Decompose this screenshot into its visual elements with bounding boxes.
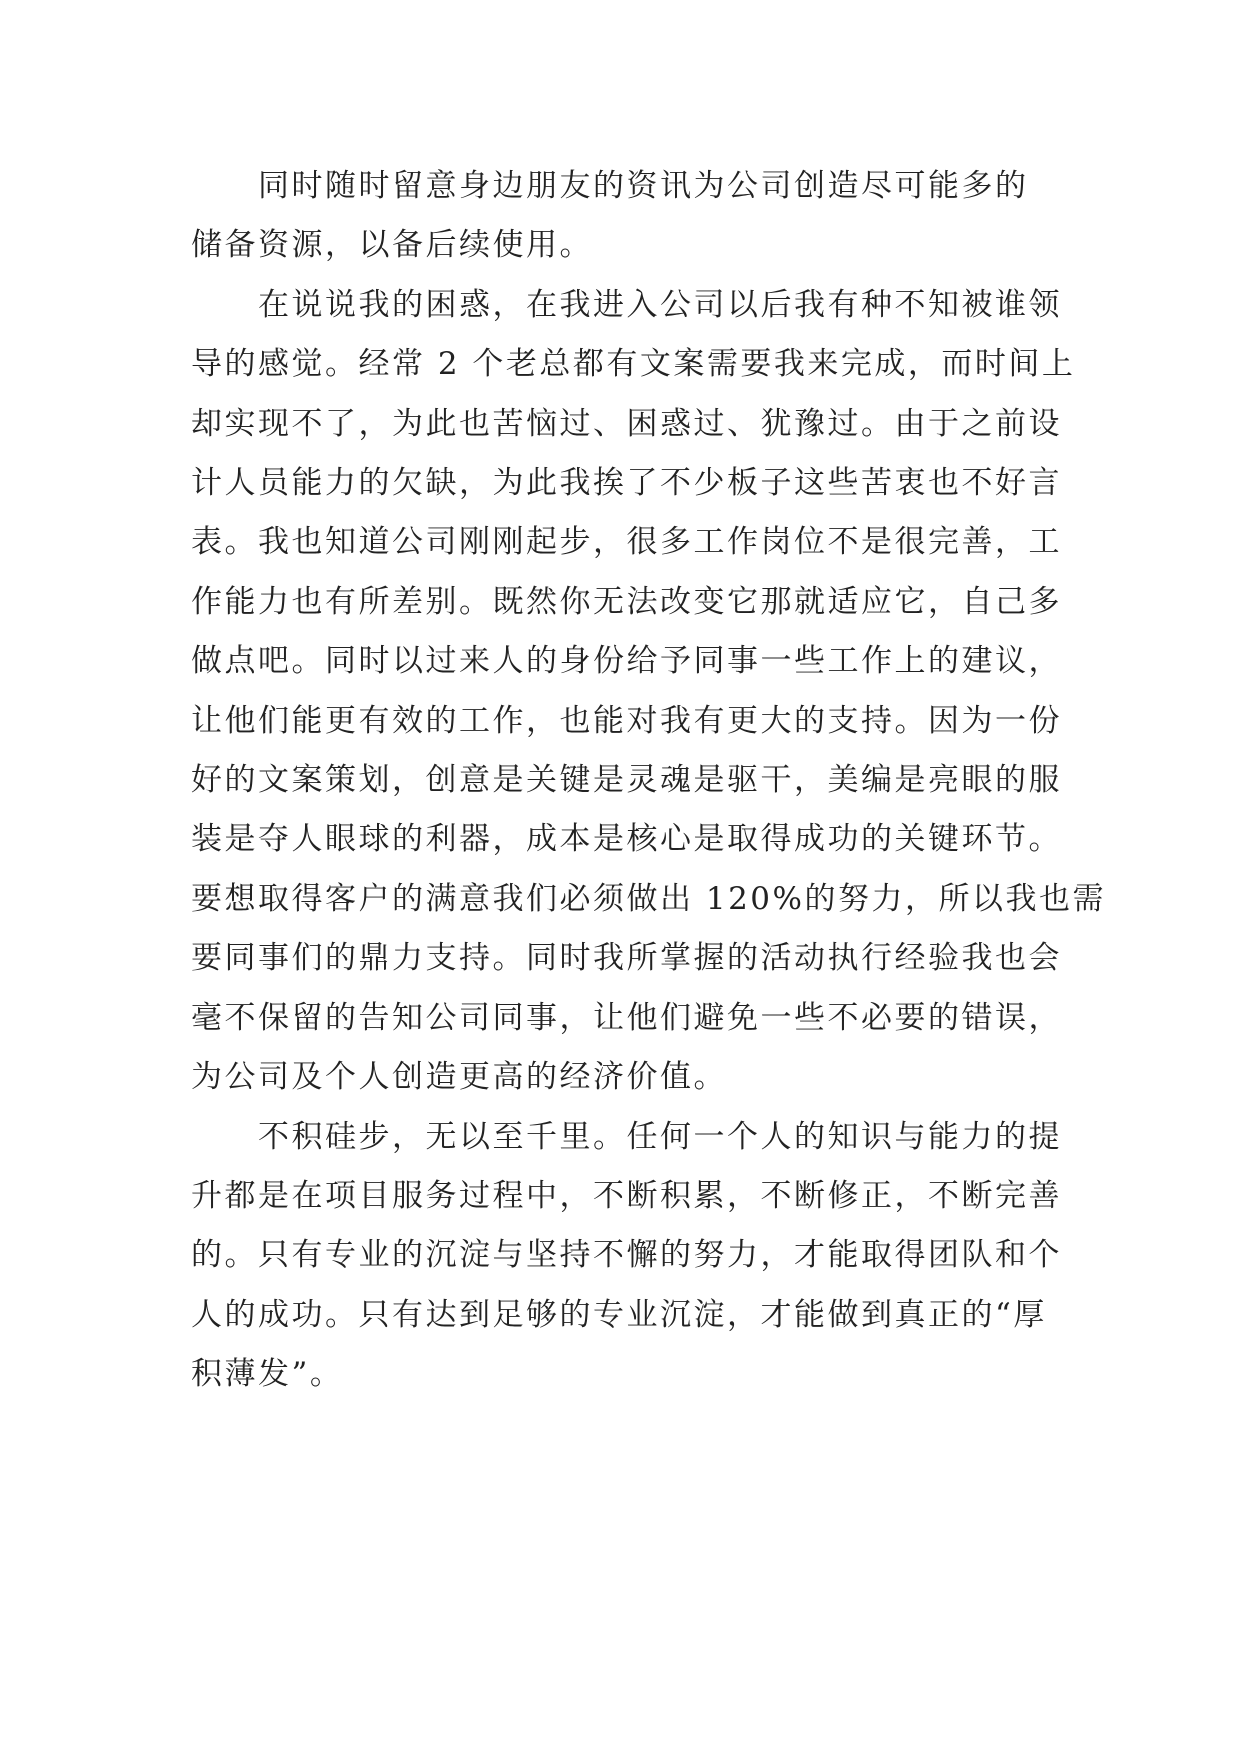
text-line: 为公司及个人创造更高的经济价值。 — [191, 1059, 727, 1096]
text-line: 让他们能更有效的工作，也能对我有更大的支持。因为一份 — [191, 702, 1062, 739]
text-line: 人的成功。只有达到足够的专业沉淀，才能做到真正的“厚 — [191, 1296, 1047, 1333]
paragraph-1 — [191, 157, 1046, 276]
text-line: 作能力也有所差别。既然你无法改变它那就适应它，自己多 — [191, 583, 1062, 620]
text-line: 升都是在项目服务过程中，不断积累，不断修正，不断完善 — [191, 1177, 1062, 1214]
text-line: 要同事们的鼎力支持。同时我所掌握的活动执行经验我也会 — [191, 940, 1062, 977]
text-line: 计人员能力的欠缺，为此我挨了不少板子这些苦衷也不好言 — [191, 465, 1062, 502]
text-line: 毫不保留的告知公司同事，让他们避免一些不必要的错误， — [191, 999, 1062, 1036]
text-line: 的。只有专业的沉淀与坚持不懈的努力，才能取得团队和个 — [191, 1237, 1062, 1274]
text-line: 储备资源，以备后续使用。 — [191, 227, 593, 264]
text-line: 做点吧。同时以过来人的身份给予同事一些工作上的建议， — [191, 643, 1062, 680]
text-line: 不积硅步，无以至千里。任何一个人的知识与能力的提 — [258, 1118, 1062, 1155]
text-line: 装是夺人眼球的利器，成本是核心是取得成功的关键环节。 — [191, 821, 1062, 858]
document-body — [191, 157, 1106, 1405]
paragraph-3 — [191, 1108, 1062, 1405]
text-line: 同时随时留意身边朋友的资讯为公司创造尽可能多的 — [258, 168, 1029, 204]
text-line: 表。我也知道公司刚刚起步，很多工作岗位不是很完善，工 — [191, 524, 1062, 561]
text-line: 好的文案策划，创意是关键是灵魂是驱干，美编是亮眼的服 — [191, 762, 1062, 799]
text-line: 导的感觉。经常 2 个老总都有文案需要我来完成，而时间上 — [191, 346, 1076, 383]
paragraph-2 — [191, 276, 1106, 1108]
text-line: 却实现不了，为此也苦恼过、困惑过、犹豫过。由于之前设 — [191, 405, 1062, 442]
text-line: 要想取得客户的满意我们必须做出 120%的努力，所以我也需 — [191, 880, 1106, 917]
text-line: 在说说我的困惑，在我进入公司以后我有种不知被谁领 — [258, 286, 1062, 323]
text-line: 积薄发”。 — [191, 1356, 344, 1393]
